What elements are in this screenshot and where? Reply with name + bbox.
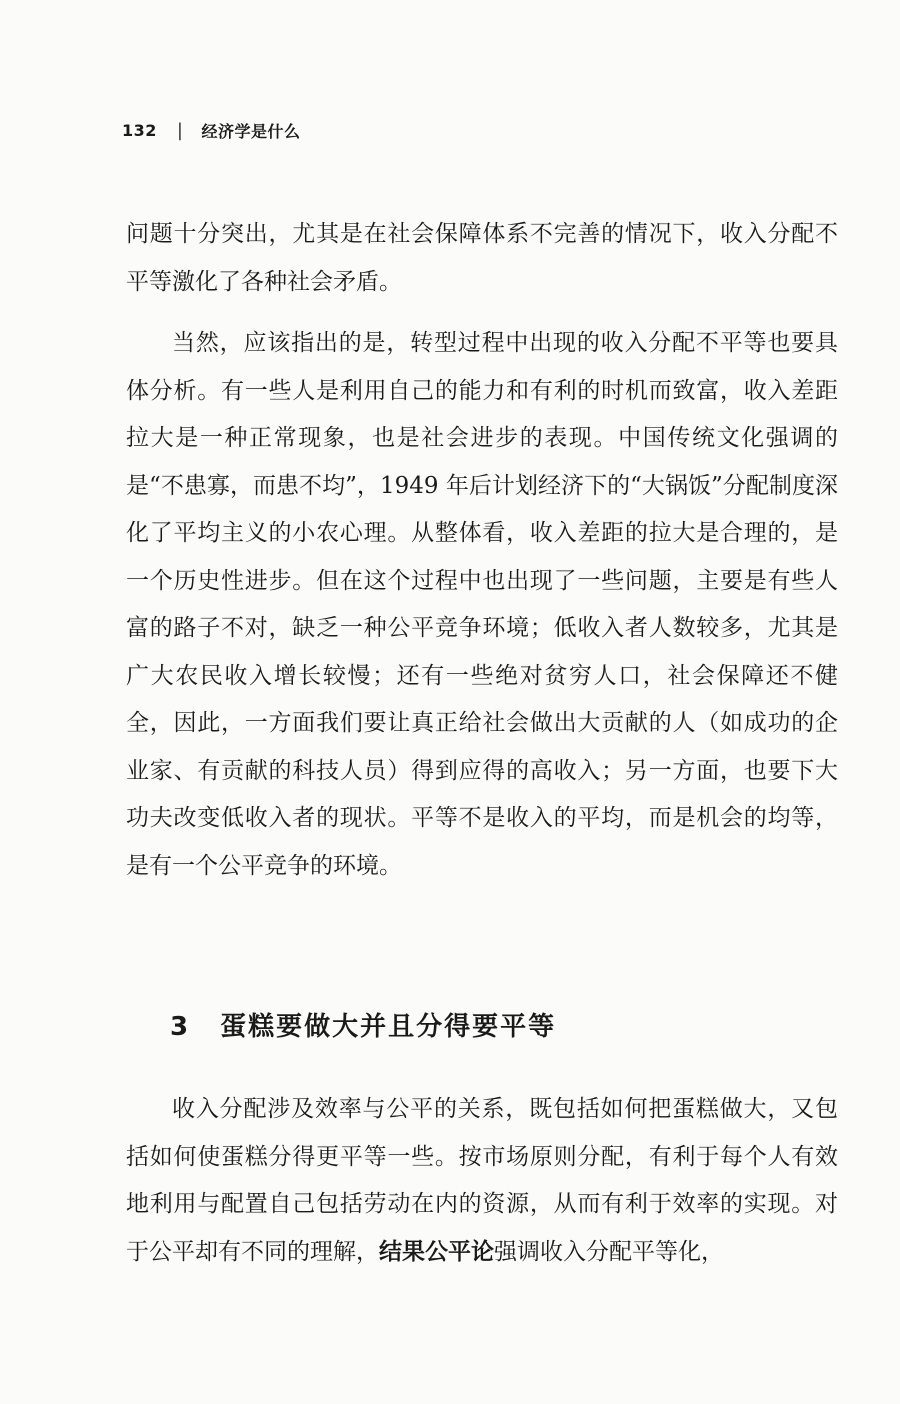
book-title: 经济学是什么 xyxy=(201,121,301,141)
section-heading xyxy=(170,1006,556,1043)
section-number: 3 xyxy=(170,1012,191,1042)
paragraph-efficiency-fairness xyxy=(126,1086,838,1276)
header-separator: | xyxy=(176,119,184,141)
paragraph-continued: 问题十分突出，尤其是在社会保障体系不完善的情况下，收入分配不平等激化了各种社会矛盾。 xyxy=(126,221,838,295)
running-header xyxy=(122,115,301,145)
page-number: 132 xyxy=(122,120,157,140)
bold-term: 结果公平论 xyxy=(379,1238,494,1265)
paragraph-text-tail: 强调收入分配平等化， xyxy=(494,1238,724,1265)
section-title-text: 蛋糕要做大并且分得要平等 xyxy=(220,1012,557,1042)
paragraph-income-inequality: 当然，应该指出的是，转型过程中出现的收入分配不平等也要具体分析。有一些人是利用自己的能力和有利的时机而致富，收入差距拉大是一种正常现象，也是社会进步的表现。中国传统文化强调的是“不患寡，而患不均”，1949 年后计划经济下的“大锅饭”分配制度深化了平均主义的小农心理。从整体看，收入差距的拉大是合理的，是一个历史性进步。但在这个过程中也出现了一些问题，主要是有些人富的路子不对，缺乏一种公平竞争环境；低收入者人数较多，尤其是广大农民收入增长较慢；还有一些绝对贫穷人口，社会保障还不健全，因此，一方面我们要让真正给社会做出大贡献的人（如成功的企业家、有贡献的科技人员）得到应得的高收入；另一方面，也要下大功夫改变低收入者的现状。平等不是收入的平均，而是机会的均等，是有一个公平竞争的环境。 xyxy=(126,330,838,879)
paragraph-text-lead: 收入分配涉及效率与公平的关系，既包括如何把蛋糕做大，又包括如何使蛋糕分得更平等一些。按市场原则分配，有利于每个人有效地利用与配置自己包括劳动在内的资源，从而有利于效率的实现。对于公平却有不同的理解， xyxy=(126,1096,838,1265)
